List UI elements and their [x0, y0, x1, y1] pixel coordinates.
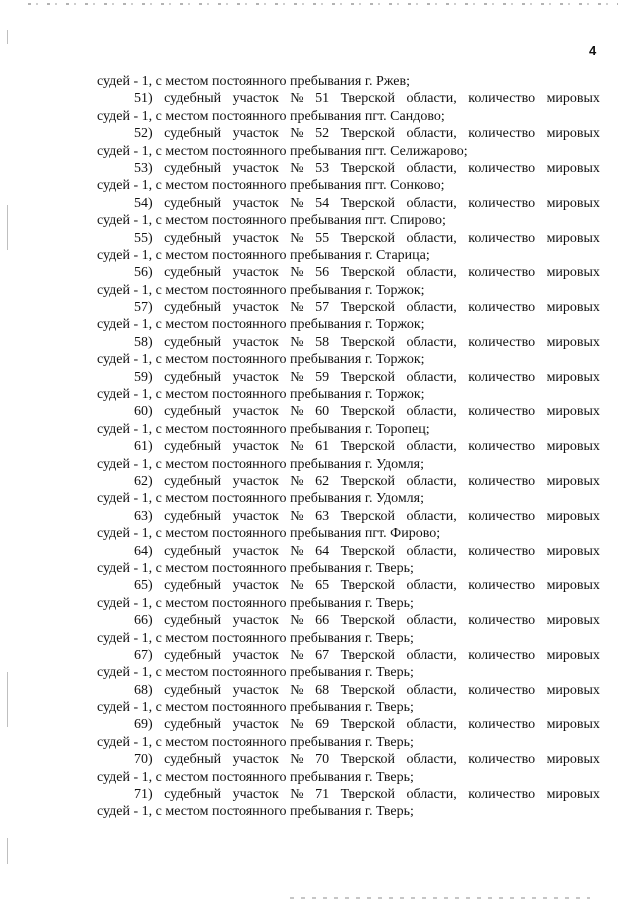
entry-line-1: [97, 786, 600, 803]
entry-line-2: судей - 1, с местом постоянного пребывания г. Тверь;: [97, 665, 414, 681]
entry-line-2: судей - 1, с местом постоянного пребывания пгт. Спирово;: [97, 213, 446, 229]
entry-word: судебный: [164, 230, 222, 246]
entry-word: Тверской: [340, 647, 395, 663]
entry-word: 67: [315, 647, 330, 663]
entry-word: участок: [232, 160, 279, 176]
entry-word: мировых: [546, 543, 600, 559]
entry-word: мировых: [546, 787, 600, 803]
entry-word: 58: [315, 334, 330, 350]
entry-word: области,: [406, 160, 457, 176]
entry-word: Тверской: [340, 300, 395, 316]
entry-word: №: [290, 787, 304, 803]
entry-word: №: [290, 613, 304, 629]
entry-word: Тверской: [340, 473, 395, 489]
entry-word: 65: [315, 578, 330, 594]
entry-word: 69: [315, 717, 330, 733]
entry-word: количество: [468, 439, 536, 455]
entry-word: области,: [406, 404, 457, 420]
entry-word: участок: [232, 195, 279, 211]
entry-word: 51: [315, 91, 330, 107]
entry-word: Тверской: [340, 265, 395, 281]
entry-word: 55: [315, 230, 330, 246]
entry-line-1: [97, 751, 600, 768]
entry-word: №: [290, 717, 304, 733]
entry-word: №: [290, 473, 304, 489]
entry-word: судебный: [164, 300, 222, 316]
entry-word: мировых: [546, 265, 600, 281]
entry-line-1: [97, 682, 600, 699]
entry-line-2: судей - 1, с местом постоянного пребывания г. Тверь;: [97, 630, 414, 646]
scan-artifact-left: [7, 838, 8, 864]
entry-line-1: [97, 438, 600, 455]
entry-word: Тверской: [340, 160, 395, 176]
entry-line-2: судей - 1, с местом постоянного пребывания г. Торжок;: [97, 282, 425, 298]
entry-word: Тверской: [340, 334, 395, 350]
entry-word: судебный: [164, 578, 222, 594]
entry-line-1: [97, 90, 600, 107]
entry-word: №: [290, 160, 304, 176]
entry-word: мировых: [546, 160, 600, 176]
entry-line-2: судей - 1, с местом постоянного пребывания г. Торопец;: [97, 421, 430, 437]
entry-word: №: [290, 578, 304, 594]
entry-word: Тверской: [340, 126, 395, 142]
entry-word: Тверской: [340, 682, 395, 698]
entry-word: 66): [134, 613, 153, 629]
entry-word: 68): [134, 682, 153, 698]
entry-word: участок: [232, 613, 279, 629]
entry-word: судебный: [164, 439, 222, 455]
entry-word: Тверской: [340, 404, 395, 420]
entry-line-2: судей - 1, с местом постоянного пребывания г. Тверь;: [97, 804, 414, 820]
entry-word: судебный: [164, 126, 222, 142]
entry-word: судебный: [164, 160, 222, 176]
entry-word: Тверской: [340, 752, 395, 768]
entry-line-1: [97, 264, 600, 281]
document-body: [97, 73, 600, 821]
scan-artifact-left: [7, 672, 8, 727]
entry-word: 56): [134, 265, 153, 281]
entry-line-1: [97, 334, 600, 351]
entry-word: области,: [406, 787, 457, 803]
entry-word: 54): [134, 195, 153, 211]
entry-word: 67): [134, 647, 153, 663]
entry-word: мировых: [546, 334, 600, 350]
entry-word: Тверской: [340, 613, 395, 629]
entry-line-1: [97, 369, 600, 386]
entry-word: участок: [232, 578, 279, 594]
entry-word: мировых: [546, 717, 600, 733]
entry-word: 60: [315, 404, 330, 420]
entry-word: количество: [468, 578, 536, 594]
entry-word: участок: [232, 439, 279, 455]
entry-word: №: [290, 300, 304, 316]
entry-line-1: [97, 647, 600, 664]
entry-word: 65): [134, 578, 153, 594]
entry-word: участок: [232, 647, 279, 663]
entry-word: Тверской: [340, 230, 395, 246]
entry-word: судебный: [164, 473, 222, 489]
entry-word: участок: [232, 300, 279, 316]
entry-line-1: [97, 403, 600, 420]
entry-word: №: [290, 334, 304, 350]
entry-word: количество: [468, 160, 536, 176]
entry-word: 71): [134, 787, 153, 803]
entry-line-1: [97, 577, 600, 594]
entry-word: №: [290, 195, 304, 211]
entry-word: Тверской: [340, 787, 395, 803]
entry-word: 64): [134, 543, 153, 559]
entry-word: участок: [232, 334, 279, 350]
entry-word: области,: [406, 508, 457, 524]
entry-word: 59: [315, 369, 330, 385]
entry-word: 69): [134, 717, 153, 733]
entry-word: участок: [232, 126, 279, 142]
entry-word: Тверской: [340, 91, 395, 107]
entry-word: количество: [468, 300, 536, 316]
entry-line-1: [97, 230, 600, 247]
entry-word: 60): [134, 404, 153, 420]
entry-word: судебный: [164, 265, 222, 281]
entry-word: судебный: [164, 334, 222, 350]
entry-word: 58): [134, 334, 153, 350]
entry-word: мировых: [546, 91, 600, 107]
entry-word: мировых: [546, 682, 600, 698]
entry-word: области,: [406, 473, 457, 489]
scan-artifact-left: [7, 30, 8, 44]
entry-word: участок: [232, 787, 279, 803]
entry-word: количество: [468, 126, 536, 142]
entry-word: 55): [134, 230, 153, 246]
entry-line-2: судей - 1, с местом постоянного пребывания пгт. Сонково;: [97, 178, 445, 194]
entry-word: 62): [134, 473, 153, 489]
entry-word: №: [290, 265, 304, 281]
entry-word: участок: [232, 508, 279, 524]
entry-word: участок: [232, 369, 279, 385]
entry-word: количество: [468, 613, 536, 629]
entry-word: мировых: [546, 404, 600, 420]
entry-word: судебный: [164, 682, 222, 698]
entry-word: судебный: [164, 647, 222, 663]
entry-line-2: судей - 1, с местом постоянного пребывания пгт. Фирово;: [97, 526, 441, 542]
entry-word: количество: [468, 91, 536, 107]
scan-artifact-bottom: [290, 897, 590, 899]
entry-word: 54: [315, 195, 330, 211]
entry-word: судебный: [164, 787, 222, 803]
entry-line-2: судей - 1, с местом постоянного пребывания г. Тверь;: [97, 560, 414, 576]
entry-word: области,: [406, 647, 457, 663]
entry-line-1: [97, 473, 600, 490]
entry-word: судебный: [164, 404, 222, 420]
entry-word: количество: [468, 195, 536, 211]
entry-word: №: [290, 91, 304, 107]
entry-line-1: [97, 508, 600, 525]
entry-word: 61: [315, 439, 330, 455]
entry-word: мировых: [546, 300, 600, 316]
entry-word: Тверской: [340, 717, 395, 733]
entry-word: 68: [315, 682, 330, 698]
entry-word: Тверской: [340, 578, 395, 594]
entry-word: судебный: [164, 508, 222, 524]
entry-line-2: судей - 1, с местом постоянного пребывания г. Удомля;: [97, 456, 424, 472]
entry-line-2: судей - 1, с местом постоянного пребывания пгт. Селижарово;: [97, 143, 468, 159]
entry-word: №: [290, 682, 304, 698]
entry-word: мировых: [546, 439, 600, 455]
entry-word: участок: [232, 752, 279, 768]
scan-artifact-left: [7, 205, 8, 250]
entry-line-2: судей - 1, с местом постоянного пребывания г. Тверь;: [97, 700, 414, 716]
entry-word: №: [290, 369, 304, 385]
entry-word: 53: [315, 160, 330, 176]
entry-word: 70: [315, 752, 330, 768]
entry-word: судебный: [164, 752, 222, 768]
entry-word: судебный: [164, 613, 222, 629]
entry-word: количество: [468, 787, 536, 803]
entry-line-2: судей - 1, с местом постоянного пребывания г. Тверь;: [97, 595, 414, 611]
entry-word: количество: [468, 369, 536, 385]
entry-line-2: судей - 1, с местом постоянного пребывания г. Удомля;: [97, 491, 424, 507]
entry-word: области,: [406, 578, 457, 594]
entry-word: Тверской: [340, 195, 395, 211]
entry-word: 61): [134, 439, 153, 455]
entry-line-2: судей - 1, с местом постоянного пребывания г. Тверь;: [97, 769, 414, 785]
entry-word: количество: [468, 334, 536, 350]
entry-word: количество: [468, 404, 536, 420]
entry-line-1: [97, 612, 600, 629]
entry-word: количество: [468, 717, 536, 733]
entry-word: области,: [406, 300, 457, 316]
entry-word: области,: [406, 91, 457, 107]
entry-word: области,: [406, 717, 457, 733]
entry-line-1: [97, 195, 600, 212]
entry-word: Тверской: [340, 543, 395, 559]
entry-word: Тверской: [340, 439, 395, 455]
entry-word: участок: [232, 404, 279, 420]
entry-word: 62: [315, 473, 330, 489]
entry-line-2: судей - 1, с местом постоянного пребывания г. Торжок;: [97, 387, 425, 403]
entry-word: мировых: [546, 230, 600, 246]
entry-word: области,: [406, 613, 457, 629]
entry-word: области,: [406, 265, 457, 281]
entry-word: мировых: [546, 126, 600, 142]
entry-word: 57: [315, 300, 330, 316]
entry-word: судебный: [164, 91, 222, 107]
entry-word: №: [290, 126, 304, 142]
entry-word: области,: [406, 752, 457, 768]
entry-word: мировых: [546, 752, 600, 768]
entry-word: области,: [406, 334, 457, 350]
entry-line-1: [97, 160, 600, 177]
entry-word: участок: [232, 91, 279, 107]
entry-word: 57): [134, 300, 153, 316]
entry-word: 70): [134, 752, 153, 768]
entry-word: №: [290, 230, 304, 246]
entry-word: области,: [406, 126, 457, 142]
entry-word: 63): [134, 508, 153, 524]
entry-word: судебный: [164, 195, 222, 211]
entry-word: участок: [232, 682, 279, 698]
entry-line-1: [97, 125, 600, 142]
entry-word: №: [290, 543, 304, 559]
entry-word: области,: [406, 543, 457, 559]
entry-word: №: [290, 647, 304, 663]
entry-word: 66: [315, 613, 330, 629]
entry-word: мировых: [546, 508, 600, 524]
entry-word: мировых: [546, 613, 600, 629]
entry-word: количество: [468, 265, 536, 281]
entry-word: участок: [232, 473, 279, 489]
entry-line-2: судей - 1, с местом постоянного пребывания г. Тверь;: [97, 734, 414, 750]
entry-word: 53): [134, 160, 153, 176]
entry-word: области,: [406, 682, 457, 698]
entry-word: Тверской: [340, 508, 395, 524]
entry-line-2: судей - 1, с местом постоянного пребывания пгт. Сандово;: [97, 108, 445, 124]
entry-word: участок: [232, 543, 279, 559]
entry-word: количество: [468, 647, 536, 663]
entry-word: судебный: [164, 717, 222, 733]
entry-line-1: [97, 543, 600, 560]
entry-word: мировых: [546, 195, 600, 211]
entry-word: количество: [468, 752, 536, 768]
entry-word: количество: [468, 682, 536, 698]
entry-line-2: судей - 1, с местом постоянного пребывания г. Старица;: [97, 247, 430, 263]
entry-word: области,: [406, 439, 457, 455]
entry-word: области,: [406, 230, 457, 246]
scan-artifact-top: [28, 3, 618, 5]
entry-word: участок: [232, 717, 279, 733]
entry-word: 63: [315, 508, 330, 524]
entry-line-1: [97, 716, 600, 733]
entry-word: 52): [134, 126, 153, 142]
entry-word: №: [290, 404, 304, 420]
entry-word: мировых: [546, 647, 600, 663]
entry-word: участок: [232, 265, 279, 281]
entry-word: количество: [468, 230, 536, 246]
entry-word: количество: [468, 543, 536, 559]
entry-word: количество: [468, 508, 536, 524]
entry-word: 51): [134, 91, 153, 107]
entry-word: судебный: [164, 543, 222, 559]
entry-word: мировых: [546, 578, 600, 594]
entry-word: №: [290, 508, 304, 524]
entry-word: количество: [468, 473, 536, 489]
entry-word: участок: [232, 230, 279, 246]
entry-line-2: судей - 1, с местом постоянного пребывания г. Торжок;: [97, 352, 425, 368]
entry-line-2: судей - 1, с местом постоянного пребывания г. Торжок;: [97, 317, 425, 333]
entry-word: области,: [406, 195, 457, 211]
entry-word: мировых: [546, 369, 600, 385]
entry-word: судебный: [164, 369, 222, 385]
entry-word: 59): [134, 369, 153, 385]
entry-word: 52: [315, 126, 330, 142]
entry-word: 71: [315, 787, 330, 803]
entry-word: области,: [406, 369, 457, 385]
entry-word: Тверской: [340, 369, 395, 385]
entry-line-1: [97, 299, 600, 316]
entry-word: 64: [315, 543, 330, 559]
entry-word: мировых: [546, 473, 600, 489]
entry-word: №: [290, 439, 304, 455]
entry-word: №: [290, 752, 304, 768]
intro-line: судей - 1, с местом постоянного пребывания г. Ржев;: [97, 74, 411, 89]
page-number: 4: [589, 43, 597, 58]
entry-word: 56: [315, 265, 330, 281]
